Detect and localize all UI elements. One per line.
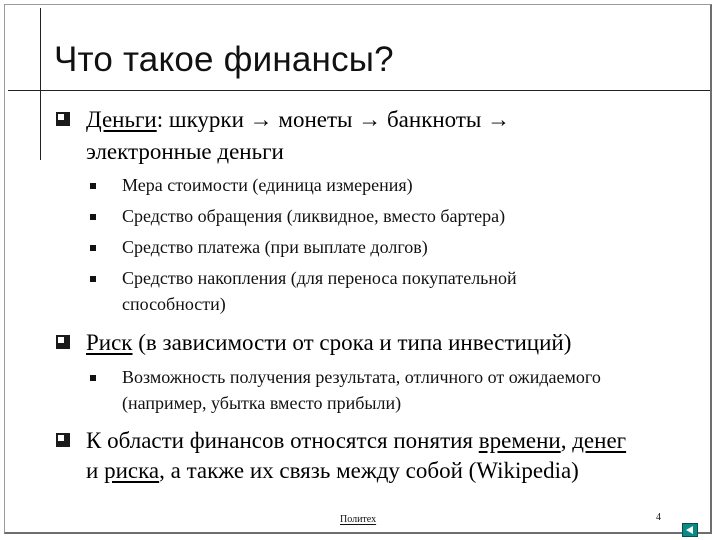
slide-title: Что такое финансы? [54,40,394,79]
square-bullet-icon [90,276,96,282]
footer-label [340,514,376,525]
bullet-money-line1 [86,105,510,135]
bullet-money-line2: электронные деньги [86,139,284,164]
bullet-finance-scope-line2 [86,456,579,486]
scope-text-a: К области финансов относятся понятия [86,428,479,453]
checkbox-bullet-icon [56,335,70,349]
decor-horizontal-line [8,90,710,91]
subitem-measure: Мера стоимости (единица измерения) [122,175,413,195]
square-bullet-icon [90,375,96,381]
bullet-finance-scope-line1 [86,426,626,456]
subitem-exchange: Средство обращения (ликвидное, вместо бартера) [122,206,506,226]
subitem-risk-outcome-cont: (например, убытка вместо прибыли) [122,393,402,413]
scope-text-b: и [86,458,105,483]
subitem-payment: Средство платежа (при выплате долгов) [122,237,428,257]
square-bullet-icon [90,245,96,251]
scope-sep: , [560,428,573,453]
subitem-saving: Средство накопления (для переноса покупательной [122,268,517,288]
footer-text: Политех [340,514,377,525]
term-risk-2: риска [104,458,160,483]
bullet-risk-line [86,328,571,358]
page-number: 4 [656,512,661,523]
term-money-2: денег [572,428,627,453]
back-arrow-icon[interactable] [682,523,698,537]
square-bullet-icon [90,214,96,220]
term-time: времени [478,428,561,453]
square-bullet-icon [90,183,96,189]
term-risk: Риск [86,330,133,355]
checkbox-bullet-icon [56,112,70,126]
subitem-risk-outcome: Возможность получения результата, отличного от ожидаемого [122,367,601,387]
money-evolution-text: : шкурки → монеты → банкноты → [156,107,511,132]
term-money: Деньги [86,107,157,132]
decor-vertical-line [40,8,41,160]
scope-text-c: , а также их связь между собой (Wikipedia) [159,458,579,483]
checkbox-bullet-icon [56,433,70,447]
subitem-saving-cont: способности) [122,294,226,314]
risk-text: (в зависимости от срока и типа инвестиций) [132,330,572,355]
